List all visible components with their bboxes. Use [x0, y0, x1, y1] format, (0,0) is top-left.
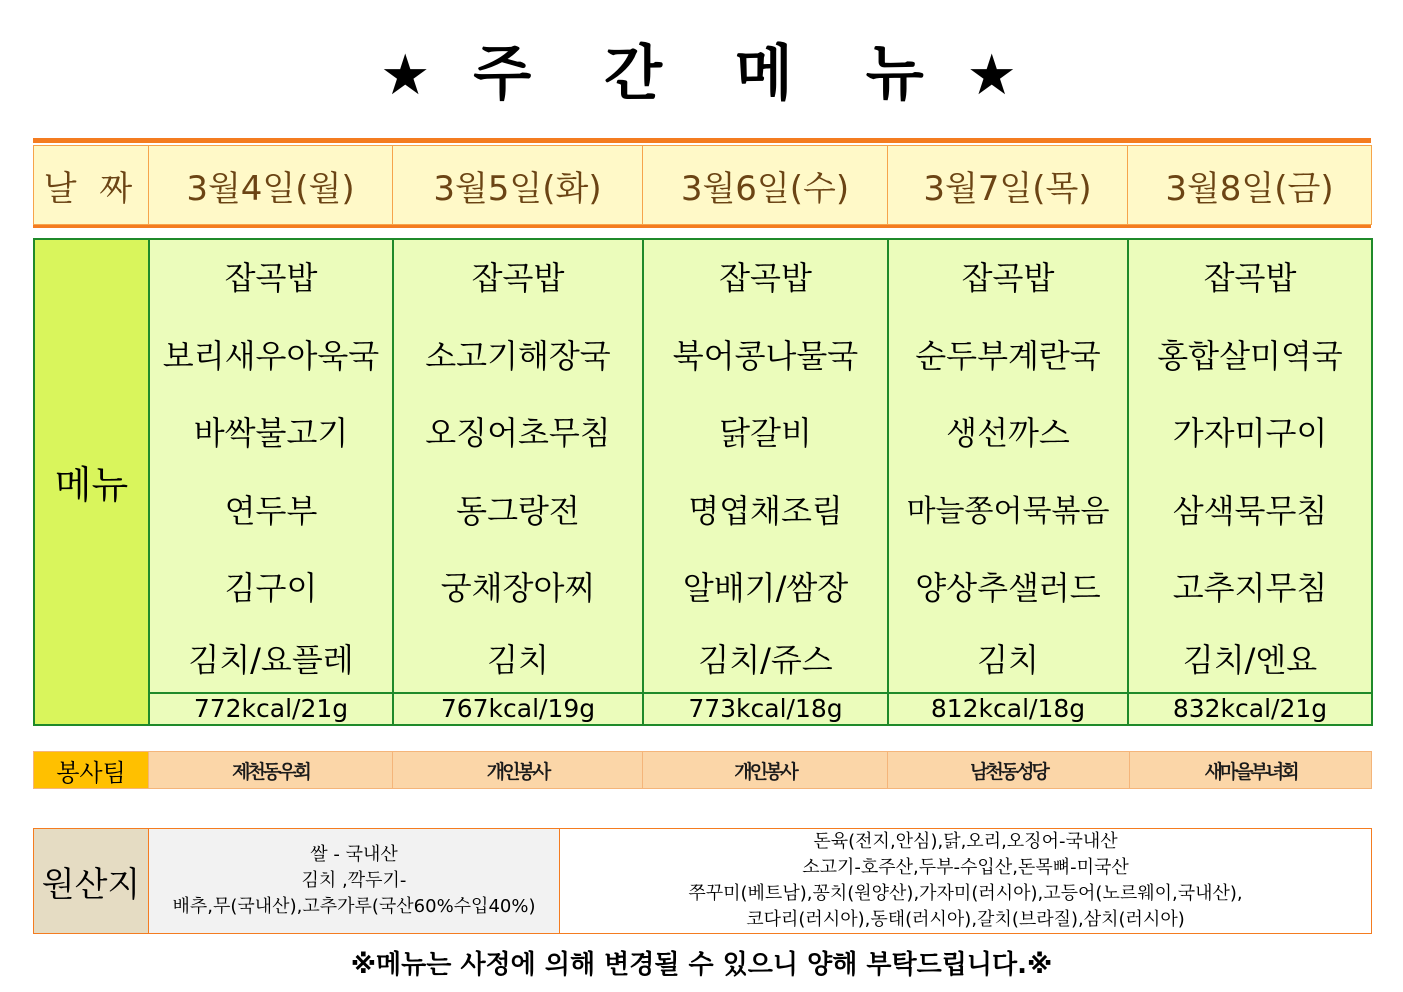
page-title-text: 주 간 메 뉴 [473, 39, 930, 109]
menu-dish: 잡곡밥 [224, 259, 318, 297]
origin-label: 원산지 [34, 829, 149, 934]
origin-line: 돈육(전지,안심),닭,오리,오징어-국내산 [813, 831, 1118, 852]
date-cell: 3월5일(화) [393, 146, 643, 225]
origin-line: 코다리(러시아),동태(러시아),갈치(브라질),삼치(러시아) [746, 909, 1185, 930]
kcal-cell: 773kcal/18g [643, 693, 888, 725]
date-cell: 3월4일(월) [149, 146, 393, 225]
date-cell: 3월7일(목) [888, 146, 1128, 225]
menu-dish: 김치/엔요 [1182, 640, 1318, 679]
menu-dish: 동그랑전 [456, 491, 580, 530]
date-header-label: 날 짜 [34, 146, 149, 225]
origin-line: 배추,무(국내산),고추가루(국산60%수입40%) [172, 896, 536, 917]
menu-dish: 생선까스 [946, 414, 1070, 452]
menu-day-column [1128, 239, 1372, 693]
origin-line: 소고기-호주산,두부-수입산,돈목뼈-미국산 [802, 857, 1129, 878]
menu-dish: 알배기/쌈장 [682, 569, 849, 607]
menu-dish: 잡곡밥 [719, 259, 812, 297]
menu-dish: 김구이 [224, 569, 318, 607]
volunteer-team: 개인봉사 [393, 752, 643, 789]
menu-table [33, 238, 1373, 726]
kcal-cell: 812kcal/18g [888, 693, 1128, 725]
menu-dish: 김치/쥬스 [698, 640, 833, 679]
menu-dish: 잡곡밥 [961, 259, 1055, 297]
origin-meat-fish [560, 829, 1372, 934]
menu-dish: 오징어초무침 [425, 414, 611, 452]
menu-dish: 마늘쫑어묵볶음 [906, 493, 1110, 529]
origin-line: 쌀 - 국내산 [310, 844, 398, 865]
menu-dish: 양상추샐러드 [915, 569, 1101, 607]
menu-day-column [888, 239, 1128, 693]
menu-day-column [643, 239, 888, 693]
menu-dish: 북어콩나물국 [672, 336, 859, 375]
origin-line: 김치 ,깍두기- [301, 870, 407, 891]
volunteer-team: 제천동우회 [149, 752, 393, 789]
date-cell: 3월6일(수) [643, 146, 888, 225]
menu-dish: 바싹불고기 [193, 414, 349, 452]
menu-dish: 잡곡밥 [1203, 259, 1297, 297]
menu-dish: 잡곡밥 [471, 259, 565, 297]
star-left-icon: ★ [380, 43, 437, 108]
menu-dish: 김치/요플레 [188, 640, 354, 679]
origin-rice-kimchi [149, 829, 560, 934]
date-header-table [33, 145, 1372, 225]
date-cell: 3월8일(금) [1128, 146, 1372, 225]
menu-dish: 김치 [487, 640, 549, 679]
kcal-cell: 772kcal/21g [149, 693, 393, 725]
origin-line: 쭈꾸미(베트남),꽁치(원양산),가자미(러시아),고등어(노르웨이,국내산), [688, 883, 1243, 904]
header-divider-top [33, 138, 1371, 143]
menu-dish: 홍합살미역국 [1157, 336, 1343, 375]
menu-day-column [149, 239, 393, 693]
menu-dish: 가자미구이 [1172, 414, 1328, 452]
menu-dish: 순두부계란국 [915, 336, 1101, 375]
star-right-icon: ★ [966, 43, 1023, 108]
volunteer-table [33, 751, 1372, 789]
kcal-cell: 832kcal/21g [1128, 693, 1372, 725]
menu-dish: 삼색묵무침 [1172, 491, 1328, 530]
menu-dish: 보리새우아욱국 [162, 336, 380, 375]
volunteer-label: 봉사팀 [34, 752, 149, 789]
menu-dish: 명엽채조림 [688, 491, 843, 530]
menu-dish: 궁채장아찌 [440, 569, 596, 607]
menu-dish: 소고기해장국 [425, 336, 611, 375]
menu-dish: 연두부 [224, 491, 318, 530]
volunteer-team: 남천동성당 [888, 752, 1130, 789]
header-divider-bottom [33, 225, 1371, 228]
menu-day-column [393, 239, 643, 693]
notice-text: ※메뉴는 사정에 의해 변경될 수 있으니 양해 부탁드립니다.※ [350, 950, 1053, 980]
menu-label: 메뉴 [34, 239, 149, 725]
menu-dish: 고추지무침 [1172, 569, 1328, 607]
menu-dish: 닭갈비 [719, 414, 812, 452]
volunteer-team: 새마을부녀회 [1130, 752, 1372, 789]
page-title [0, 38, 1403, 112]
menu-dish: 김치 [977, 640, 1039, 679]
volunteer-team: 개인봉사 [643, 752, 888, 789]
kcal-cell: 767kcal/19g [393, 693, 643, 725]
origin-table [33, 828, 1372, 934]
